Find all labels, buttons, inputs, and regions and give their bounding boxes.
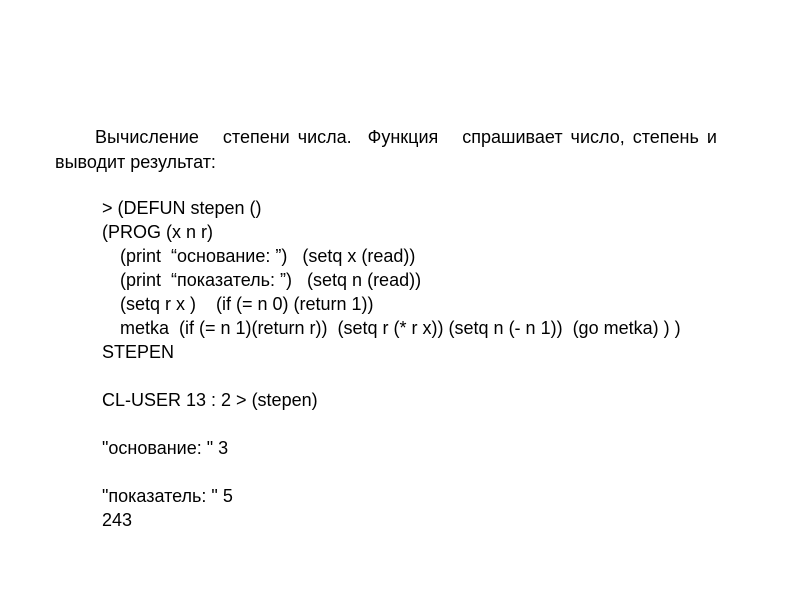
description-paragraph	[55, 125, 770, 175]
code-line-defun: > (DEFUN stepen ()	[102, 198, 262, 218]
code-line-output-base: "основание: " 3	[102, 438, 229, 458]
code-line-output-exponent: "показатель: " 5	[102, 486, 233, 506]
code-line-output-result: 243	[102, 510, 133, 530]
code-line-prog: (PROG (x n r)	[102, 222, 213, 242]
code-line-print-exponent: (print “показатель: ”) (setq n (read))	[120, 270, 422, 290]
code-line-repl-call: CL-USER 13 : 2 > (stepen)	[102, 390, 318, 410]
code-line-print-base: (print “основание: ”) (setq x (read))	[120, 246, 416, 266]
description-line: выводит результат:	[55, 152, 216, 172]
code-line-metka-loop: metka (if (= n 1)(return r)) (setq r (* r x)) (setq n (- n 1)) (go metka) ) )	[120, 318, 681, 338]
code-line-setq-r: (setq r x ) (if (= n 0) (return 1))	[120, 294, 374, 314]
description-line: Вычисление степени числа. Функция спрашивает число, степень и	[95, 127, 717, 147]
code-line-result-symbol: STEPEN	[102, 342, 175, 362]
